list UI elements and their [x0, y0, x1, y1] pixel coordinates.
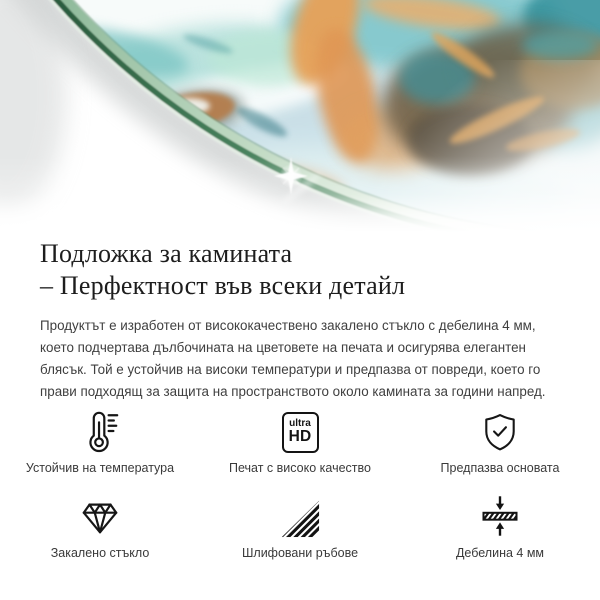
glass-mat-photo: [0, 0, 600, 236]
ultra-hd-icon: [282, 412, 319, 453]
shield-check-icon: [478, 411, 522, 453]
feature-icon-box: [478, 409, 522, 453]
feature-icon-box: [282, 409, 319, 453]
feature-polished-edges: [200, 494, 400, 561]
ultra-hd-icon-text-bottom: HD: [288, 428, 312, 446]
feature-thickness: [400, 494, 600, 561]
feature-icon-box: [77, 409, 123, 453]
thermometer-icon: [77, 409, 123, 453]
product-description: Продуктът е изработен от висококачествено закалено стъкло с дебелина 4 мм, което подчертава дълбочината на цветовете на печата и осигурява елегантен блясък. Той е устойчив на високи температури и предпазва от повреди, което го прави подходящ за защита на пространството около камината за години напред.: [40, 318, 546, 399]
hero-product-image: [0, 0, 600, 236]
feature-icon-box: [478, 494, 522, 538]
feature-temperature-resistant: [0, 409, 200, 476]
ultra-hd-icon-text-top: ultra: [289, 418, 311, 430]
diamond-icon: [77, 496, 123, 538]
page-title-line2: – Перфектност във всеки детайл: [40, 271, 406, 300]
polished-edges-icon: [278, 496, 322, 538]
feature-label: Печат с високо качество: [229, 461, 371, 475]
feature-protects-base: [400, 409, 600, 476]
feature-tempered-glass: [0, 494, 200, 561]
feature-icon-box: [77, 494, 123, 538]
feature-label: Закалено стъкло: [50, 546, 150, 560]
page-title-line1: Подложка за камината: [40, 239, 293, 268]
feature-icon-box: [278, 494, 322, 538]
feature-print-quality: [200, 409, 400, 476]
feature-label: Шлифовани ръбове: [241, 546, 359, 560]
feature-label: Устойчив на температура: [25, 461, 175, 475]
page-title: [40, 238, 560, 302]
thickness-icon: [478, 494, 522, 538]
features-grid: [0, 409, 600, 561]
feature-label: Предпазва основата: [440, 461, 560, 475]
feature-label: Дебелина 4 мм: [455, 546, 545, 560]
